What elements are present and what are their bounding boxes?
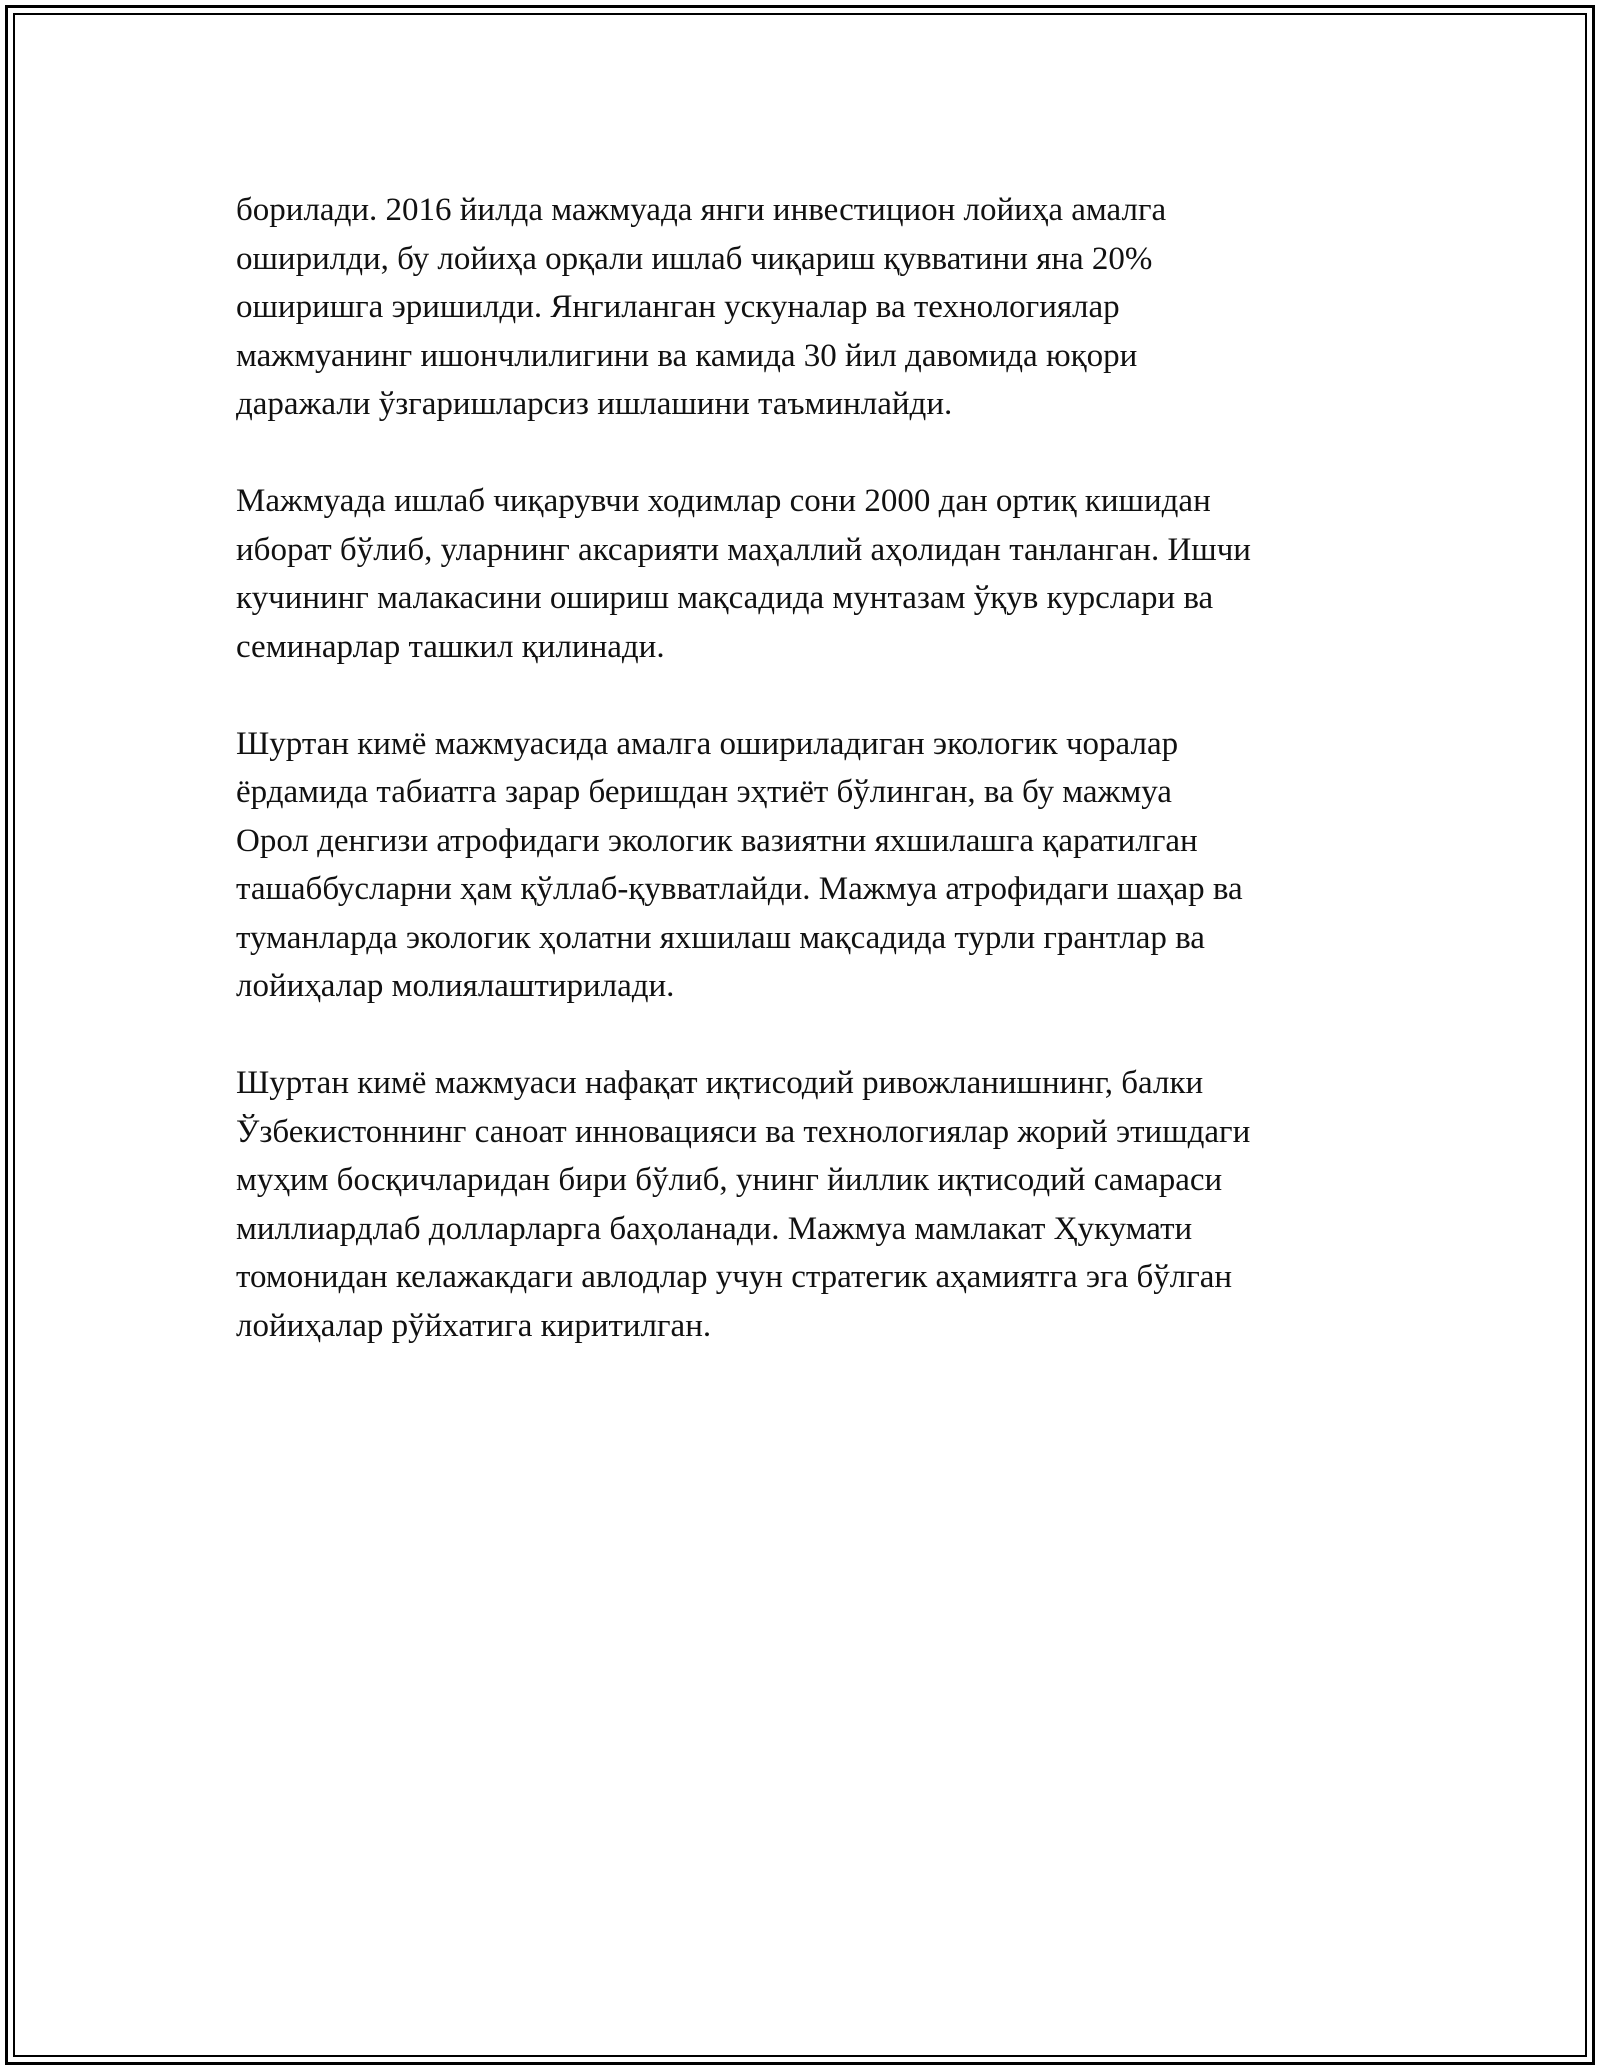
document-body <box>236 186 1396 1399</box>
text-line: Шуртан кимё мажмуаси нафақат иқтисодий ривожланишнинг, балки <box>236 1065 1204 1101</box>
text-line: оширишга эришилди. Янгиланган ускуналар ва технологиялар <box>236 289 1120 325</box>
paragraph-ecology <box>236 720 1396 1011</box>
paragraph-staff <box>236 477 1396 671</box>
text-line: Мажмуада ишлаб чиқарувчи ходимлар сони 2000 дан ортиқ кишидан <box>236 483 1211 519</box>
text-line: миллиардлаб долларларга баҳоланади. Мажмуа мамлакат Ҳукумати <box>236 1210 1193 1247</box>
text-line: туманларда экологик ҳолатни яхшилаш мақсадида турли грантлар ва <box>236 919 1205 956</box>
text-line: Ўзбекистоннинг саноат инновацияси ва технологиялар жорий этишдаги <box>236 1113 1251 1150</box>
text-line: ёрдамида табиатга зарар беришдан эҳтиёт бўлинган, ва бу мажмуа <box>236 774 1172 810</box>
text-line: ташаббусларни ҳам қўллаб-қувватлайди. Мажмуа атрофидаги шаҳар ва <box>236 871 1243 907</box>
text-line: семинарлар ташкил қилинади. <box>236 628 665 665</box>
text-line: иборат бўлиб, уларнинг аксарияти маҳаллий аҳолидан танланган. Ишчи <box>236 531 1251 568</box>
text-line: борилади. 2016 йилда мажмуада янги инвестицион лойиҳа амалга <box>236 192 1167 228</box>
text-line: кучининг малакасини ошириш мақсадида мунтазам ўқув курслари ва <box>236 580 1214 616</box>
text-line: лойиҳалар молиялаштирилади. <box>236 968 675 1004</box>
text-line: оширилди, бу лойиҳа орқали ишлаб чиқариш қувватини яна 20% <box>236 240 1153 277</box>
text-line: Орол денгизи атрофидаги экологик вазиятни яхшилашга қаратилган <box>236 822 1198 859</box>
text-line: муҳим босқичларидан бири бўлиб, унинг йиллик иқтисодий самараси <box>236 1162 1223 1198</box>
text-line: томонидан келажакдаги авлодлар учун стратегик аҳамиятга эга бўлган <box>236 1259 1233 1295</box>
text-line: мажмуанинг ишончлилигини ва камида 30 йил давомида юқори <box>236 337 1138 374</box>
text-line: Шуртан кимё мажмуасида амалга ошириладиган экологик чоралар <box>236 725 1179 762</box>
paragraph-investment <box>236 186 1396 429</box>
text-line: лойиҳалар рўйхатига киритилган. <box>236 1307 712 1344</box>
paragraph-economy <box>236 1059 1396 1350</box>
text-line: даражали ўзгаришларсиз ишлашини таъминлайди. <box>236 386 953 422</box>
